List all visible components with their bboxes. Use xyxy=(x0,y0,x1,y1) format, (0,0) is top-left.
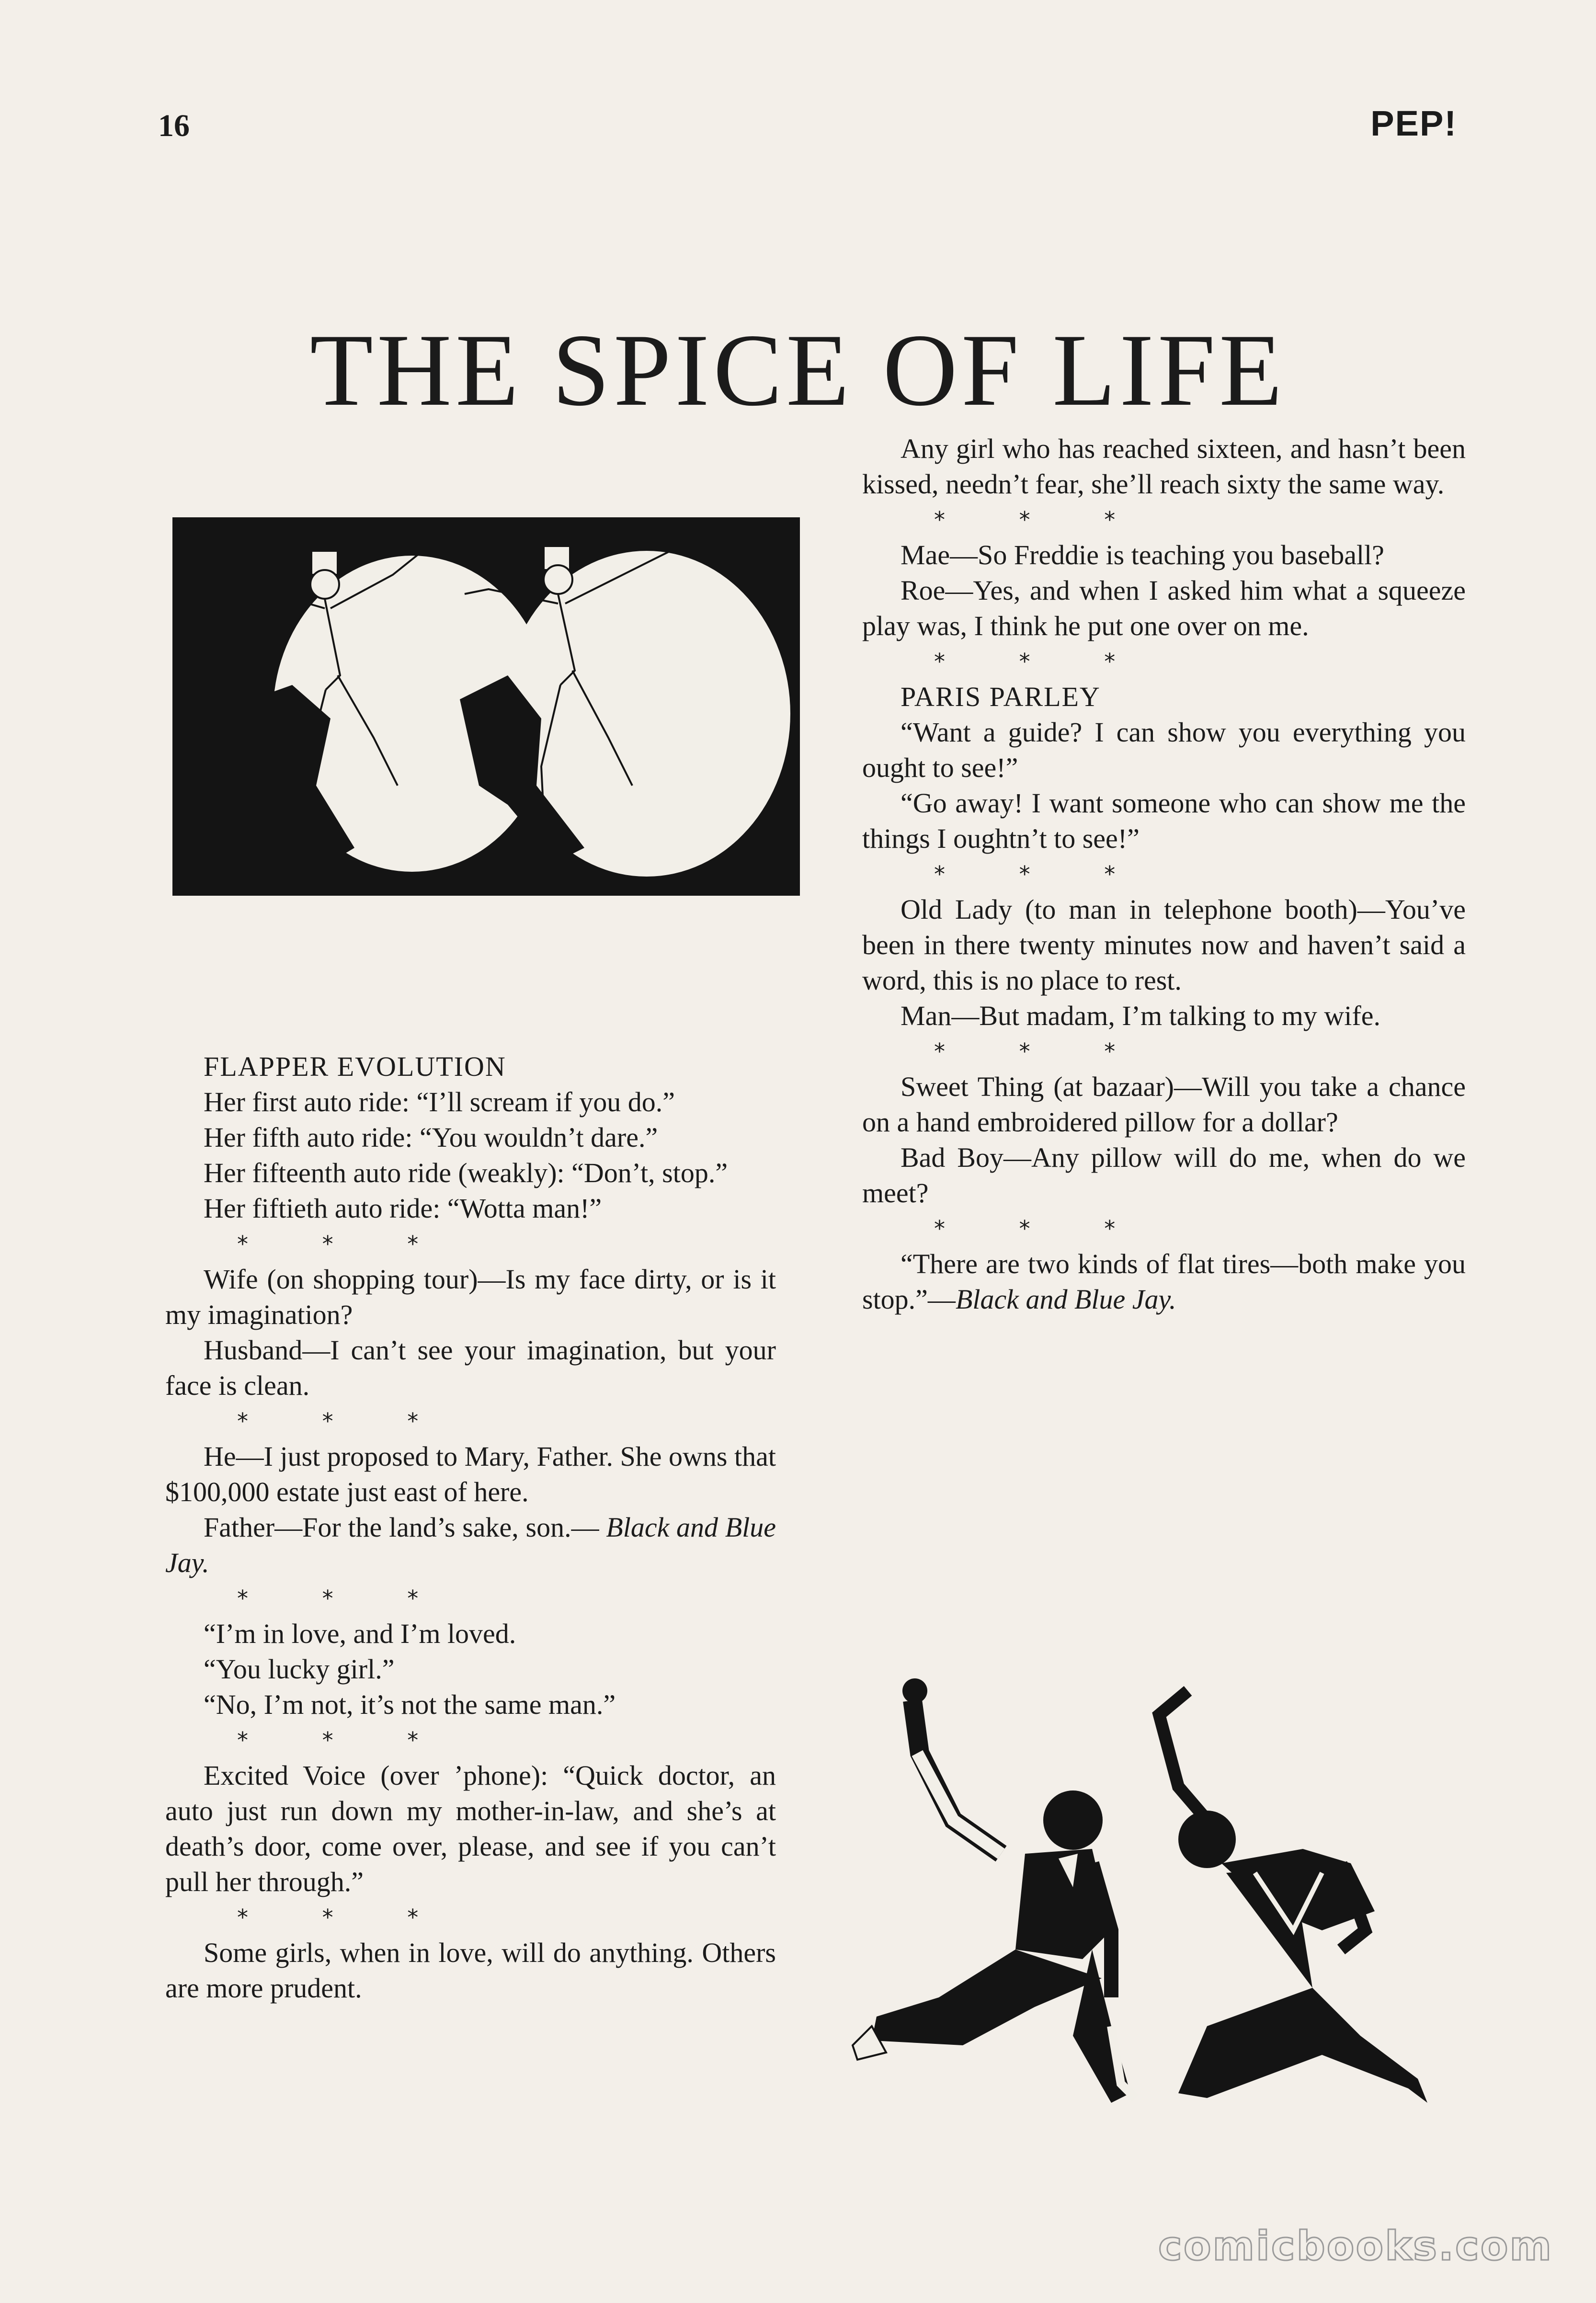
paragraph: “You lucky girl.” xyxy=(204,1653,395,1685)
separator: * * * xyxy=(934,1216,1149,1242)
paragraph-text: Father—For the land’s sake, son.— xyxy=(204,1512,599,1543)
separator: * * * xyxy=(237,1231,452,1257)
paragraph: Her fifth auto ride: “You wouldn’t dare.” xyxy=(204,1122,658,1153)
paragraph: He—I just proposed to Mary, Father. She owns that $100,000 estate just east of here. xyxy=(165,1441,776,1507)
paragraph: Some girls, when in love, will do anything. Others are more prudent. xyxy=(165,1937,776,2004)
paragraph xyxy=(862,1246,1466,1317)
paragraph: “Want a guide? I can show you everything you ought to see!” xyxy=(862,717,1466,783)
paragraph: “No, I’m not, it’s not the same man.” xyxy=(204,1689,616,1720)
left-column xyxy=(165,1049,776,2006)
section-heading: PARIS PARLEY xyxy=(901,681,1101,712)
paragraph: Bad Boy—Any pillow will do me, when do we meet? xyxy=(862,1142,1466,1209)
paragraph: Wife (on shopping tour)—Is my face dirty, or is it my imagination? xyxy=(165,1264,776,1330)
source-credit: Black and Blue Jay. xyxy=(165,1512,776,1578)
flapper-dancers-illustration xyxy=(172,517,800,896)
separator: * * * xyxy=(934,861,1149,887)
paragraph: Her first auto ride: “I’ll scream if you do.” xyxy=(204,1086,675,1117)
paragraph: Excited Voice (over ’phone): “Quick doctor, an auto just run down my mother-in-law, and she’s at death’s door, come over, please, and see if you can’t pull her through.” xyxy=(165,1760,776,1897)
paragraph: Any girl who has reached sixteen, and hasn’t been kissed, needn’t fear, she’ll reach sixty the same way. xyxy=(862,433,1466,500)
magazine-name: PEP! xyxy=(1370,103,1457,143)
separator: * * * xyxy=(237,1727,452,1753)
section-heading: FLAPPER EVOLUTION xyxy=(204,1051,506,1082)
paragraph: Roe—Yes, and when I asked him what a squeeze play was, I think he put one over on me. xyxy=(862,575,1466,641)
separator: * * * xyxy=(237,1904,452,1930)
paragraph xyxy=(165,1510,776,1581)
page-number: 16 xyxy=(158,108,190,143)
paragraph-text: “There are two kinds of flat tires—both make you stop.”— xyxy=(862,1248,1466,1315)
paragraph: “Go away! I want someone who can show me the things I oughtn’t to see!” xyxy=(862,787,1466,854)
right-column xyxy=(862,431,1466,1317)
separator: * * * xyxy=(934,1038,1149,1064)
watermark: comicbooks.com xyxy=(1158,2223,1553,2269)
paragraph: “I’m in love, and I’m loved. xyxy=(204,1618,516,1649)
man-silhouette xyxy=(853,1678,1135,2103)
paragraph: Husband—I can’t see your imagination, but your face is clean. xyxy=(165,1334,776,1401)
dancing-couple-illustration xyxy=(843,1662,1480,2122)
separator: * * * xyxy=(237,1585,452,1611)
paragraph: Man—But madam, I’m talking to my wife. xyxy=(901,1000,1380,1031)
page-title: THE SPICE OF LIFE xyxy=(309,312,1287,427)
paragraph: Her fiftieth auto ride: “Wotta man!” xyxy=(204,1193,602,1224)
paragraph: Mae—So Freddie is teaching you baseball? xyxy=(901,539,1384,570)
paragraph: Her fifteenth auto ride (weakly): “Don’t, stop.” xyxy=(204,1157,728,1188)
source-credit: Black and Blue Jay. xyxy=(955,1284,1176,1315)
paragraph: Old Lady (to man in telephone booth)—You’ve been in there twenty minutes now and haven’t said a word, this is no place to rest. xyxy=(862,894,1466,996)
separator: * * * xyxy=(934,507,1149,533)
separator: * * * xyxy=(934,649,1149,674)
paragraph: Sweet Thing (at bazaar)—Will you take a chance on a hand embroidered pillow for a dollar? xyxy=(862,1071,1466,1138)
woman-silhouette xyxy=(1159,1691,1427,2103)
separator: * * * xyxy=(237,1408,452,1434)
